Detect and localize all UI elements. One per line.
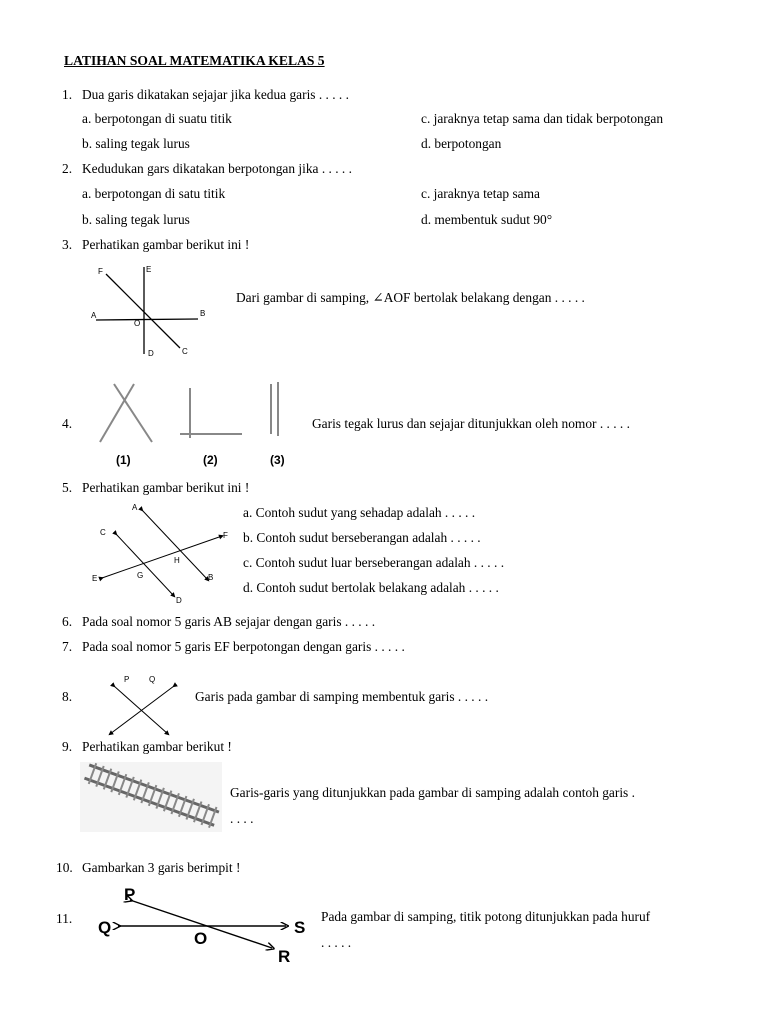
label-q: Q [98,918,112,937]
label-p: P [124,885,136,904]
question-text: Perhatikan gambar berikut ! [82,739,232,754]
figure-label-1: (1) [116,453,131,467]
question-number: 4. [62,416,73,431]
question-number: 11. [56,911,73,926]
figure-label-3: (3) [270,453,285,467]
label-s: S [294,918,306,937]
question-number: 9. [62,739,73,754]
question-text: Garis pada gambar di samping membentuk garis . . . . . [195,689,489,704]
parallel-transversal-figure [88,500,238,606]
label-p: P [124,675,130,684]
label-e: E [92,574,98,583]
option-d: d. Contoh sudut bertolak belakang adalah . . . . . [243,580,499,595]
label-h: H [174,556,180,565]
railway-track-image [80,762,222,832]
label-o: O [194,929,208,948]
option-b: b. saling tegak lurus [82,136,190,151]
question-number: 1. [62,87,73,102]
label-b: B [208,573,214,582]
option-d: d. membentuk sudut 90° [421,212,553,227]
question-text-line-2: . . . . [230,811,254,826]
question-text: Kedudukan gars dikatakan berpotongan jika . . . . . [82,161,352,176]
option-a: a. berpotongan di suatu titik [82,111,232,126]
line-options-figure [90,378,310,470]
question-text: Dari gambar di samping, ∠AOF bertolak belakang dengan . . . . . [236,290,585,305]
label-g: G [137,571,144,580]
label-a: A [91,311,97,320]
question-text: Pada soal nomor 5 garis AB sejajar dengan garis . . . . . [82,614,376,629]
question-text: Perhatikan gambar berikut ini ! [82,480,250,495]
question-number: 3. [62,237,73,252]
option-d: d. berpotongan [421,136,502,151]
option-b: b. Contoh sudut berseberangan adalah . . . . . [243,530,481,545]
label-o: O [134,319,141,328]
question-text: Perhatikan gambar berikut ini ! [82,237,250,252]
intersecting-lines-figure [88,262,218,362]
figure-label-2: (2) [203,453,218,467]
label-q: Q [149,675,156,684]
label-r: R [278,947,291,966]
label-d: D [148,349,154,358]
question-number: 6. [62,614,73,629]
label-b: B [200,309,206,318]
crossing-lines-figure [100,668,190,738]
question-number: 7. [62,639,73,654]
label-c: C [100,528,106,537]
question-number: 5. [62,480,73,495]
question-text: Garis tegak lurus dan sejajar ditunjukkan oleh nomor . . . . . [312,416,630,431]
question-text-line-1: Garis-garis yang ditunjukkan pada gambar di samping adalah contoh garis . [230,785,635,800]
intersection-point-figure [96,884,316,966]
question-text-line-2: . . . . . [321,935,352,950]
page-title: LATIHAN SOAL MATEMATIKA KELAS 5 [64,53,325,68]
option-c: c. jaraknya tetap sama [421,186,540,201]
question-text: Dua garis dikatakan sejajar jika kedua garis . . . . . [82,87,349,102]
option-a: a. Contoh sudut yang sehadap adalah . . . . . [243,505,476,520]
option-c: c. jaraknya tetap sama dan tidak berpotongan [421,111,664,126]
question-text: Pada soal nomor 5 garis EF berpotongan dengan garis . . . . . [82,639,405,654]
label-e: E [146,265,152,274]
option-c: c. Contoh sudut luar berseberangan adalah . . . . . [243,555,505,570]
question-text-line-1: Pada gambar di samping, titik potong ditunjukkan pada huruf [321,909,651,924]
question-number: 8. [62,689,73,704]
question-number: 10. [56,860,73,875]
label-c: C [182,347,188,356]
option-a: a. berpotongan di satu titik [82,186,226,201]
label-d: D [176,596,182,605]
label-f: F [223,531,228,540]
label-a: A [132,503,138,512]
option-b: b. saling tegak lurus [82,212,190,227]
question-text: Gambarkan 3 garis berimpit ! [82,860,241,875]
label-f: F [98,267,103,276]
question-number: 2. [62,161,73,176]
